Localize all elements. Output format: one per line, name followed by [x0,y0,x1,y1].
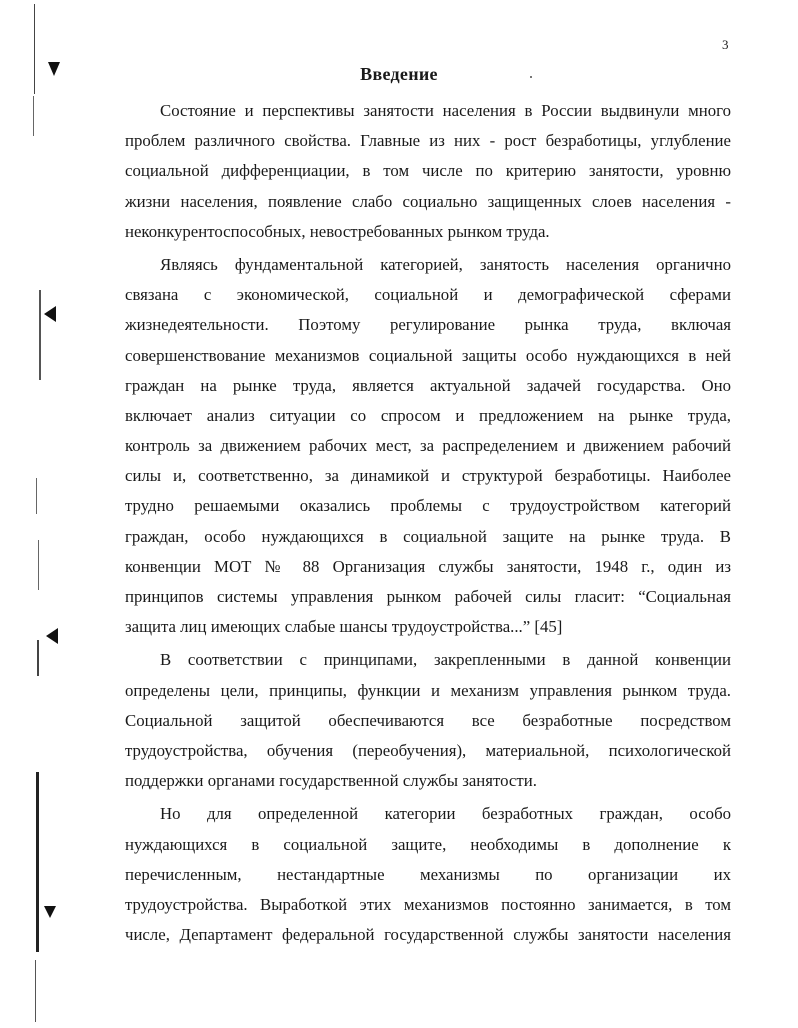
text-line: силы и, соответственно, за динамикой и структурой безработицы. Наиболее [125,466,731,486]
text-line: конвенции МОТ № 88 Организация службы занятости, 1948 г., один из [125,556,731,576]
text-line: Но для определенной категории безработных граждан, особо [160,804,731,824]
text-line: жизнедеятельности. Поэтому регулирование рынка труда, включая [125,315,731,335]
text-line: Социальной защитой обеспечиваются все безработные посредством [125,710,731,730]
text-line: трудоустройства. Выработкой этих механизмов постоянно занимается, в том [125,894,731,914]
text-line: защита лиц имеющих слабые шансы трудоустройства...” [45] [125,617,563,637]
body-text [125,96,731,950]
binding-line [38,540,39,590]
text-line: числе, Департамент федеральной государственной службы занятости населения [125,925,731,945]
text-line: совершенствование механизмов социальной защиты особо нуждающихся в ней [125,345,731,365]
text-line: Являясь фундаментальной категорией, занятость населения органично [160,254,731,274]
text-line: граждан на рынке труда, является актуальной задачей государства. Оно [125,375,731,395]
text-line: трудоустройства, обучения (переобучения), материальной, психологической [125,740,731,760]
text-line: связана с экономической, социальной и демографической сферами [125,285,731,305]
text-line: перечисленным, нестандартные механизмы по организации их [125,864,731,884]
text-line: социальной дифференциации, в том числе по критерию занятости, уровню [125,161,731,181]
text-line: включает анализ ситуации со спросом и предложением на рынке труда, [125,405,731,425]
page-number: 3 [722,37,729,52]
binding-line [33,96,34,136]
binding-mark [46,628,58,644]
text-line: нуждающихся в социальной защите, необходимы в дополнение к [125,834,731,854]
binding-line [35,960,36,1022]
binding-mark [44,306,56,322]
paragraph [125,250,731,642]
text-line: жизни населения, появление слабо социально защищенных слоев населения - [125,191,731,211]
text-line: В соответствии с принципами, закрепленными в данной конвенции [160,650,731,670]
binding-mark [44,906,56,918]
text-line: определены цели, принципы, функции и механизм управления рынком труда. [125,680,731,700]
paragraph [125,96,731,247]
binding-line [39,290,41,380]
text-line: проблем различного свойства. Главные из них - рост безработицы, углубление [125,131,731,151]
text-line: поддержки органами государственной службы занятости. [125,771,537,791]
paragraph [125,799,731,950]
text-line: Состояние и перспективы занятости населения в России выдвинули много [160,101,731,120]
binding-line [36,478,37,514]
binding-line [36,772,39,952]
paragraph [125,645,731,796]
text-line: контроль за движением рабочих мест, за распределением и движением рабочий [125,436,731,456]
text-line: неконкурентоспособных, невостребованных рынком труда. [125,221,550,241]
binding-line [37,640,39,676]
text-line: принципов системы управления рынком рабочей силы гласит: “Социальная [125,587,731,606]
scan-speck [530,76,532,78]
page-title: Введение [360,64,438,84]
text-line: граждан, особо нуждающихся в социальной защите на рынке труда. В [125,526,731,546]
text-line: трудно решаемыми оказались проблемы с трудоустройством категорий [125,496,731,516]
